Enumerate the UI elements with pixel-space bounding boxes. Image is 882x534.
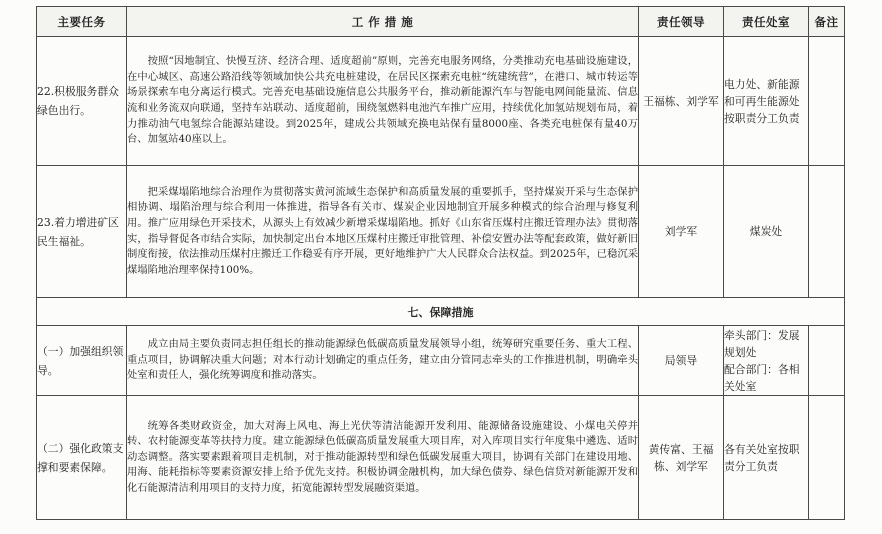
measures-cell: 统筹各类财政资金，加大对海上风电、海上光伏等清洁能源开发利用、能源储备设施建设、小煤电关停并转、农村能源变革等扶持力度。建立能源绿色低碳高质量发展重大项目库，对入库项目实行年度集中遴选、适时动态调整。落实要素跟着项目走机制，对于推动能源转型和绿色低碳发展重大项目，协调有关部门在建设用地、用海、能耗指标等要素资源安排上给予优先支持。积极协调金融机构，加大绿色债券、绿色信贷对新能源开发和化石能源清洁利用项目的支持力度，拓宽能源转型发展融资渠道。: [127, 396, 639, 520]
remark-cell: [809, 396, 845, 520]
header-leader: 责任领导: [639, 7, 724, 37]
measures-cell: 按照“因地制宜、快慢互济、经济合理、适度超前”原则，完善充电服务网络，分类推动充电基础设施建设，在中心城区、高速公路沿线等领域加快公共充电桩建设，在居民区探索充电桩“统建统营”，在港口、城市转运等场景探索车电分离运行模式。完善充电基础设施信息公共服务平台，推动新能源汽车与智能电网间能量流、信息流和业务流双向联通，坚持车站联动、适度超前，围绕氢燃料电池汽车推广应用，持续优化加氢站规划布局，着力推动油气电氢综合能源站建设。到2025年，建成公共领域充换电站保有量8000座、各类充电桩保有量40万台、加氢站40座以上。: [127, 37, 639, 166]
leader-cell: 局领导: [639, 326, 724, 396]
task-cell: 22.积极服务群众绿色出行。: [37, 37, 127, 166]
leader-cell: 刘学军: [639, 166, 724, 298]
table-row: [37, 37, 845, 166]
task-cell: 23.着力增进矿区民生福祉。: [37, 166, 127, 298]
table-header-row: [37, 7, 845, 37]
leader-cell: 王福栋、刘学军: [639, 37, 724, 166]
measures-cell: 把采煤塌陷地综合治理作为贯彻落实黄河流域生态保护和高质量发展的重要抓手，坚持煤炭开采与生态保护相协调、塌陷治理与综合利用一体推进，指导各有关市、煤炭企业因地制宜开展多种模式的综合治理与修复利用。推广应用绿色开采技术，从源头上有效减少新增采煤塌陷地。抓好《山东省压煤村庄搬迁管理办法》贯彻落实，指导督促各市结合实际，加快制定出台本地区压煤村庄搬迁审批管理、补偿安置办法等配套政策，做好新旧制度衔接，依法推动压煤村庄搬迁工作稳妥有序开展，更好地维护广大人民群众合法权益。到2025年，已稳沉采煤塌陷地治理率保持100%。: [127, 166, 639, 298]
lead-department: 牵头部门：发展规划处: [724, 328, 800, 359]
remark-cell: [809, 37, 845, 166]
header-office: 责任处室: [724, 7, 809, 37]
supporting-department: 配合部门：各相关处室: [724, 362, 800, 393]
header-task: 主要任务: [37, 7, 127, 37]
table-row: [37, 326, 845, 396]
section-title: 七、保障措施: [37, 298, 845, 326]
header-remark: 备注: [809, 7, 845, 37]
leader-cell: 黄传富、王福栋、刘学军: [639, 396, 724, 520]
task-cell: （二）强化政策支撑和要素保障。: [37, 396, 127, 520]
header-measures: 工 作 措 施: [127, 7, 639, 37]
office-cell: [724, 326, 809, 396]
task-cell: （一）加强组织领导。: [37, 326, 127, 396]
office-cell: 煤炭处: [724, 166, 809, 298]
table-row: [37, 396, 845, 520]
remark-cell: [809, 326, 845, 396]
remark-cell: [809, 166, 845, 298]
office-cell: 电力处、新能源和可再生能源处按职责分工负责: [724, 37, 809, 166]
table-row: [37, 166, 845, 298]
office-cell: 各有关处室按职责分工负责: [724, 396, 809, 520]
action-plan-table: [36, 6, 845, 520]
section-row: [37, 298, 845, 326]
measures-cell: 成立由局主要负责同志担任组长的推动能源绿色低碳高质量发展领导小组，统筹研究重要任务、重大工程、重点项目，协调解决重大问题；对本行动计划确定的重点任务，建立由分管同志牵头的工作推进机制，明确牵头处室和责任人，强化统筹调度和推动落实。: [127, 326, 639, 396]
